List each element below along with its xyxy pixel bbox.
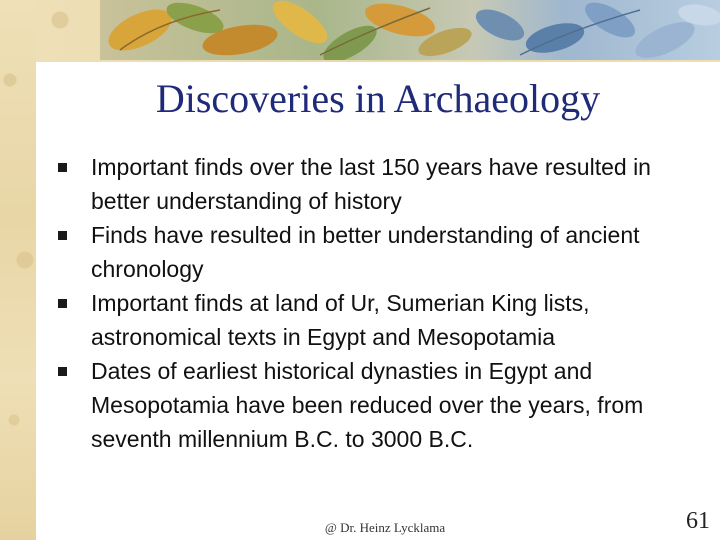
list-item [58,150,688,218]
footer-credit: @ Dr. Heinz Lycklama [324,520,446,535]
square-bullet-icon [58,367,67,376]
leaves-illustration [100,0,720,60]
bullet-text: Finds have resulted in better understanding of ancient chronology [91,222,640,282]
autumn-leaves-banner [100,0,720,60]
bullet-text: Dates of earliest historical dynasties in Egypt and Mesopotamia have been reduced over the years, from seventh millennium B.C. to 3000 B.C. [91,358,644,452]
bullet-text: Important finds over the last 150 years have resulted in better understanding of history [91,154,651,214]
bullet-text: Important finds at land of Ur, Sumerian King lists, astronomical texts in Egypt and Mesopotamia [91,290,590,350]
square-bullet-icon [58,163,67,172]
square-bullet-icon [58,299,67,308]
slide-number: 61 [686,508,710,534]
square-bullet-icon [58,231,67,240]
page-title: Discoveries in Archaeology [155,76,601,121]
list-item [58,286,688,354]
parchment-left-strip [0,0,36,540]
list-item [58,354,688,456]
list-item [58,218,688,286]
bullet-list [58,150,688,456]
